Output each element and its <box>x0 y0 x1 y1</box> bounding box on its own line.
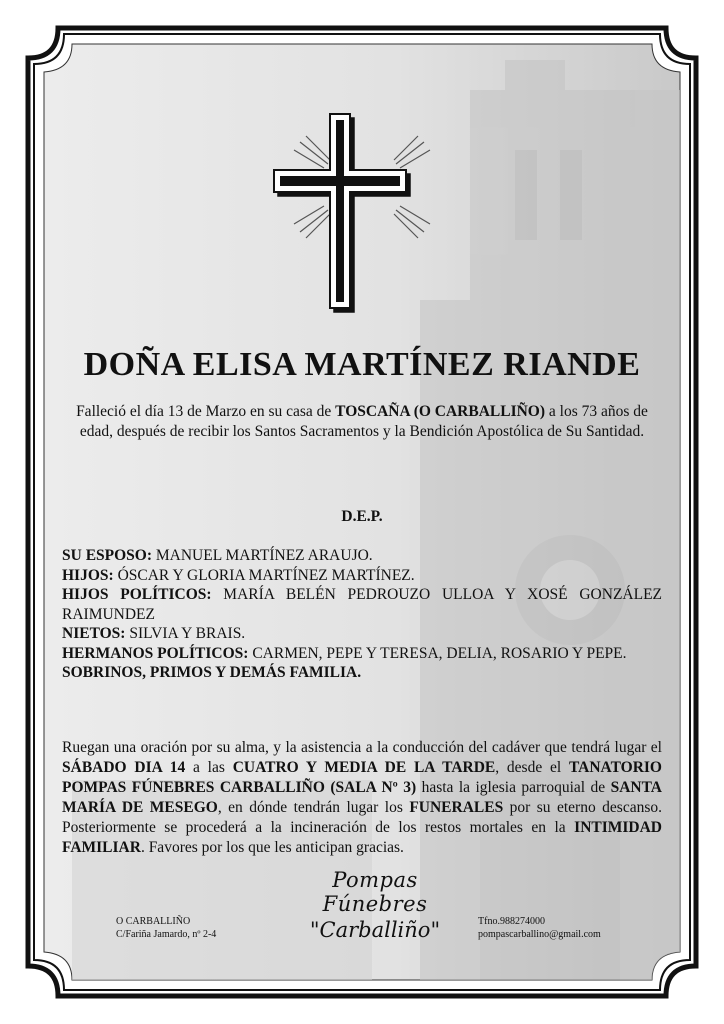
cross-icon <box>262 112 462 322</box>
siblings-in-law-label: HERMANOS POLÍTICOS: <box>62 644 249 662</box>
body-text: . Favores por los que les anticipan gracias. <box>140 839 404 856</box>
body-bold: TANATORIO POMPAS FÚNEBRES CARBALLIÑO (SALA Nº 3) <box>62 759 662 796</box>
grandchildren-line <box>62 624 662 644</box>
children-value: ÓSCAR Y GLORIA MARTÍNEZ MARTÍNEZ. <box>113 566 415 584</box>
intro-text: Falleció el día 13 de Marzo en su casa de <box>76 403 336 420</box>
logo-line-2: "Carballiño" <box>309 918 441 942</box>
siblings-in-law-value: CARMEN, PEPE Y TERESA, DELIA, ROSARIO Y PEPE. <box>248 644 627 662</box>
body-text: , desde el <box>495 759 569 776</box>
funeral-details <box>62 738 662 858</box>
body-bold: CUATRO Y MEDIA DE LA TARDE <box>232 759 496 776</box>
body-bold: FUNERALES <box>409 799 504 816</box>
body-text: a las <box>185 759 233 776</box>
children-line <box>62 566 662 586</box>
footer-phone: Tfno.988274000 <box>478 916 545 927</box>
spouse-value: MANUEL MARTÍNEZ ARAUJO. <box>152 547 373 564</box>
footer-email: pompascarballino@gmail.com <box>478 929 601 940</box>
footer-contact <box>478 915 601 941</box>
children-in-law-label: HIJOS POLÍTICOS: <box>62 586 212 603</box>
funeral-home-logo <box>300 868 450 942</box>
other-family-line <box>62 663 662 683</box>
body-text: Ruegan una oración por su alma, y la asistencia a la conducción del cadáver que tendrá lugar el <box>62 739 662 756</box>
spouse-line <box>62 546 662 566</box>
family-list <box>62 546 662 683</box>
rest-in-peace: D.E.P. <box>341 508 383 525</box>
grandchildren-value: SILVIA Y BRAIS. <box>125 625 246 642</box>
children-in-law-value: MARÍA BELÉN PEDROUZO ULLOA Y XOSÉ GONZÁLEZ RAIMUNDEZ <box>62 586 663 623</box>
children-in-law-line <box>62 585 662 624</box>
body-bold: INTIMIDAD FAMILIAR <box>62 819 662 856</box>
grandchildren-label: NIETOS: <box>62 625 126 642</box>
intro-text-end: a los 73 años de edad, después de recibir los Santos Sacramentos y la Bendición Apostólica de Su Santidad. <box>79 403 648 440</box>
death-notice-intro <box>62 402 662 442</box>
footer-street: C/Fariña Jamardo, nº 2-4 <box>116 929 217 940</box>
deceased-name: DOÑA ELISA MARTÍNEZ RIANDE <box>83 346 641 383</box>
other-family-value: SOBRINOS, PRIMOS Y DEMÁS FAMILIA. <box>62 664 362 681</box>
spouse-label: SU ESPOSO: <box>62 547 153 564</box>
body-bold: SÁBADO DIA 14 <box>62 759 186 776</box>
footer-city: O CARBALLIÑO <box>116 916 191 927</box>
body-text: por su eterno descanso. Posteriormente se procederá a la incineración de los restos mortales en la <box>62 799 662 836</box>
children-label: HIJOS: <box>62 566 114 584</box>
siblings-in-law-line <box>62 644 662 664</box>
intro-place: TOSCAÑA (O CARBALLIÑO) <box>335 403 546 420</box>
logo-line-1: Pompas Fúnebres <box>322 868 428 916</box>
body-bold: SANTA MARÍA DE MESEGO <box>62 779 662 816</box>
footer-address <box>116 915 216 941</box>
body-text: , en dónde tendrán lugar los <box>217 799 410 816</box>
body-text: hasta la iglesia parroquial de <box>416 779 611 796</box>
